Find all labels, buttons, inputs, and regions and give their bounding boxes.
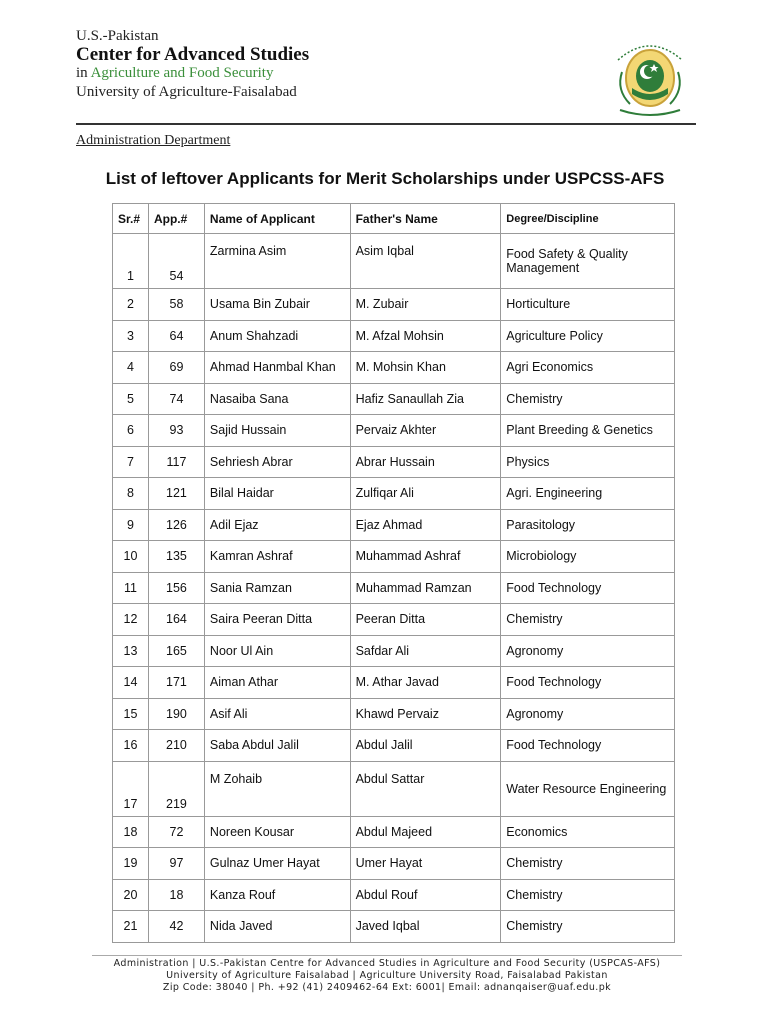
cell-name: Sehriesh Abrar	[204, 446, 350, 478]
cell-app: 165	[148, 635, 204, 667]
footer-line-3: Zip Code: 38040 | Ph. +92 (41) 2409462-64 Ext: 6001| Email: adnanqaiser@uaf.edu.pk	[162, 982, 612, 993]
cell-degree: Agri Economics	[501, 352, 675, 384]
cell-father: Safdar Ali	[350, 635, 501, 667]
header-field	[76, 65, 273, 82]
table-row	[113, 911, 675, 943]
cell-app: 97	[148, 848, 204, 880]
cell-app: 156	[148, 572, 204, 604]
cell-sr: 5	[113, 383, 149, 415]
cell-app: 164	[148, 604, 204, 636]
cell-sr: 19	[113, 848, 149, 880]
cell-degree: Food Technology	[501, 730, 675, 762]
cell-father: Abdul Majeed	[350, 816, 501, 848]
footer-line-2: University of Agriculture Faisalabad | Agriculture University Road, Faisalabad Pakistan	[166, 970, 608, 981]
applicants-table	[112, 203, 675, 943]
cell-father: Peeran Ditta	[350, 604, 501, 636]
table-row	[113, 234, 675, 289]
cell-father: Abdul Rouf	[350, 879, 501, 911]
cell-degree: Economics	[501, 816, 675, 848]
footer-line-1: Administration | U.S.-Pakistan Centre for Advanced Studies in Agriculture and Food Security (USPCAS-AFS)	[113, 958, 661, 969]
table-row	[113, 667, 675, 699]
header-center-name: Center for Advanced Studies	[76, 44, 310, 65]
cell-degree: Chemistry	[501, 879, 675, 911]
cell-father: Muhammad Ashraf	[350, 541, 501, 573]
cell-name: Nida Javed	[204, 911, 350, 943]
cell-app: 42	[148, 911, 204, 943]
table-row	[113, 289, 675, 321]
header-father: Father's Name	[350, 204, 501, 234]
table-row	[113, 848, 675, 880]
cell-sr: 18	[113, 816, 149, 848]
cell-father: Zulfiqar Ali	[350, 478, 501, 510]
header-field-name: Agriculture and Food Security	[90, 65, 274, 81]
table-row	[113, 879, 675, 911]
cell-app: 219	[148, 761, 204, 816]
cell-degree: Agri. Engineering	[501, 478, 675, 510]
cell-name: Saba Abdul Jalil	[204, 730, 350, 762]
cell-degree: Microbiology	[501, 541, 675, 573]
cell-sr: 8	[113, 478, 149, 510]
cell-name: Nasaiba Sana	[204, 383, 350, 415]
cell-degree: Agronomy	[501, 635, 675, 667]
cell-app: 93	[148, 415, 204, 447]
table-row	[113, 478, 675, 510]
cell-name: Sajid Hussain	[204, 415, 350, 447]
cell-sr: 6	[113, 415, 149, 447]
cell-app: 135	[148, 541, 204, 573]
cell-degree: Food Technology	[501, 572, 675, 604]
cell-sr: 3	[113, 320, 149, 352]
cell-sr: 20	[113, 879, 149, 911]
table-row	[113, 352, 675, 384]
cell-sr: 15	[113, 698, 149, 730]
cell-degree: Parasitology	[501, 509, 675, 541]
university-seal-icon	[600, 30, 700, 122]
table-header-row	[113, 204, 675, 234]
cell-father: Abdul Sattar	[350, 761, 501, 816]
cell-name: Sania Ramzan	[204, 572, 350, 604]
header-name: Name of Applicant	[204, 204, 350, 234]
table-row	[113, 415, 675, 447]
cell-degree: Plant Breeding & Genetics	[501, 415, 675, 447]
cell-sr: 21	[113, 911, 149, 943]
cell-degree: Chemistry	[501, 911, 675, 943]
cell-name: Ahmad Hanmbal Khan	[204, 352, 350, 384]
cell-sr: 1	[113, 234, 149, 289]
cell-name: Noor Ul Ain	[204, 635, 350, 667]
cell-father: M. Zubair	[350, 289, 501, 321]
cell-sr: 17	[113, 761, 149, 816]
cell-degree: Chemistry	[501, 604, 675, 636]
cell-father: Javed Iqbal	[350, 911, 501, 943]
cell-name: Usama Bin Zubair	[204, 289, 350, 321]
cell-degree: Water Resource Engineering	[501, 761, 675, 816]
header-university: University of Agriculture-Faisalabad	[76, 84, 297, 100]
cell-app: 121	[148, 478, 204, 510]
cell-app: 117	[148, 446, 204, 478]
cell-sr: 14	[113, 667, 149, 699]
cell-app: 190	[148, 698, 204, 730]
cell-degree: Horticulture	[501, 289, 675, 321]
department-label: Administration Department	[76, 133, 231, 148]
cell-app: 54	[148, 234, 204, 289]
cell-father: Abdul Jalil	[350, 730, 501, 762]
cell-degree: Food Technology	[501, 667, 675, 699]
header-divider	[76, 123, 696, 125]
cell-name: Noreen Kousar	[204, 816, 350, 848]
cell-name: Kamran Ashraf	[204, 541, 350, 573]
table-row	[113, 383, 675, 415]
cell-name: Saira Peeran Ditta	[204, 604, 350, 636]
cell-sr: 10	[113, 541, 149, 573]
cell-name: Zarmina Asim	[204, 234, 350, 289]
cell-app: 64	[148, 320, 204, 352]
cell-app: 126	[148, 509, 204, 541]
table-row	[113, 730, 675, 762]
cell-degree: Chemistry	[501, 848, 675, 880]
cell-sr: 2	[113, 289, 149, 321]
footer-divider	[92, 955, 682, 956]
cell-father: Muhammad Ramzan	[350, 572, 501, 604]
table-row	[113, 761, 675, 816]
cell-degree: Physics	[501, 446, 675, 478]
table-row	[113, 509, 675, 541]
cell-sr: 13	[113, 635, 149, 667]
cell-father: Pervaiz Akhter	[350, 415, 501, 447]
cell-degree: Chemistry	[501, 383, 675, 415]
cell-name: Asif Ali	[204, 698, 350, 730]
cell-app: 72	[148, 816, 204, 848]
cell-father: Hafiz Sanaullah Zia	[350, 383, 501, 415]
cell-father: M. Mohsin Khan	[350, 352, 501, 384]
footer	[92, 958, 682, 994]
cell-name: Anum Shahzadi	[204, 320, 350, 352]
cell-sr: 12	[113, 604, 149, 636]
cell-name: M Zohaib	[204, 761, 350, 816]
cell-app: 69	[148, 352, 204, 384]
cell-degree: Food Safety & Quality Management	[501, 234, 675, 289]
cell-sr: 9	[113, 509, 149, 541]
cell-name: Adil Ejaz	[204, 509, 350, 541]
table-row	[113, 604, 675, 636]
cell-app: 171	[148, 667, 204, 699]
table-body	[113, 234, 675, 943]
table-row	[113, 816, 675, 848]
cell-father: Khawd Pervaiz	[350, 698, 501, 730]
table-row	[113, 541, 675, 573]
table-row	[113, 635, 675, 667]
cell-father: Asim Iqbal	[350, 234, 501, 289]
cell-name: Aiman Athar	[204, 667, 350, 699]
cell-name: Kanza Rouf	[204, 879, 350, 911]
cell-father: M. Afzal Mohsin	[350, 320, 501, 352]
cell-father: Abrar Hussain	[350, 446, 501, 478]
cell-father: M. Athar Javad	[350, 667, 501, 699]
cell-sr: 7	[113, 446, 149, 478]
cell-sr: 16	[113, 730, 149, 762]
table-row	[113, 320, 675, 352]
header-degree: Degree/Discipline	[501, 204, 675, 234]
cell-name: Gulnaz Umer Hayat	[204, 848, 350, 880]
table-row	[113, 446, 675, 478]
header-program-name: U.S.-Pakistan	[76, 28, 159, 44]
cell-app: 210	[148, 730, 204, 762]
cell-father: Umer Hayat	[350, 848, 501, 880]
cell-app: 18	[148, 879, 204, 911]
header-sr: Sr.#	[113, 204, 149, 234]
cell-name: Bilal Haidar	[204, 478, 350, 510]
cell-degree: Agriculture Policy	[501, 320, 675, 352]
table-row	[113, 698, 675, 730]
document-title: List of leftover Applicants for Merit Scholarships under USPCSS-AFS	[105, 169, 665, 188]
table-row	[113, 572, 675, 604]
cell-degree: Agronomy	[501, 698, 675, 730]
header-field-prefix: in	[76, 65, 91, 81]
cell-app: 58	[148, 289, 204, 321]
cell-sr: 11	[113, 572, 149, 604]
cell-father: Ejaz Ahmad	[350, 509, 501, 541]
cell-sr: 4	[113, 352, 149, 384]
header-app: App.#	[148, 204, 204, 234]
cell-app: 74	[148, 383, 204, 415]
